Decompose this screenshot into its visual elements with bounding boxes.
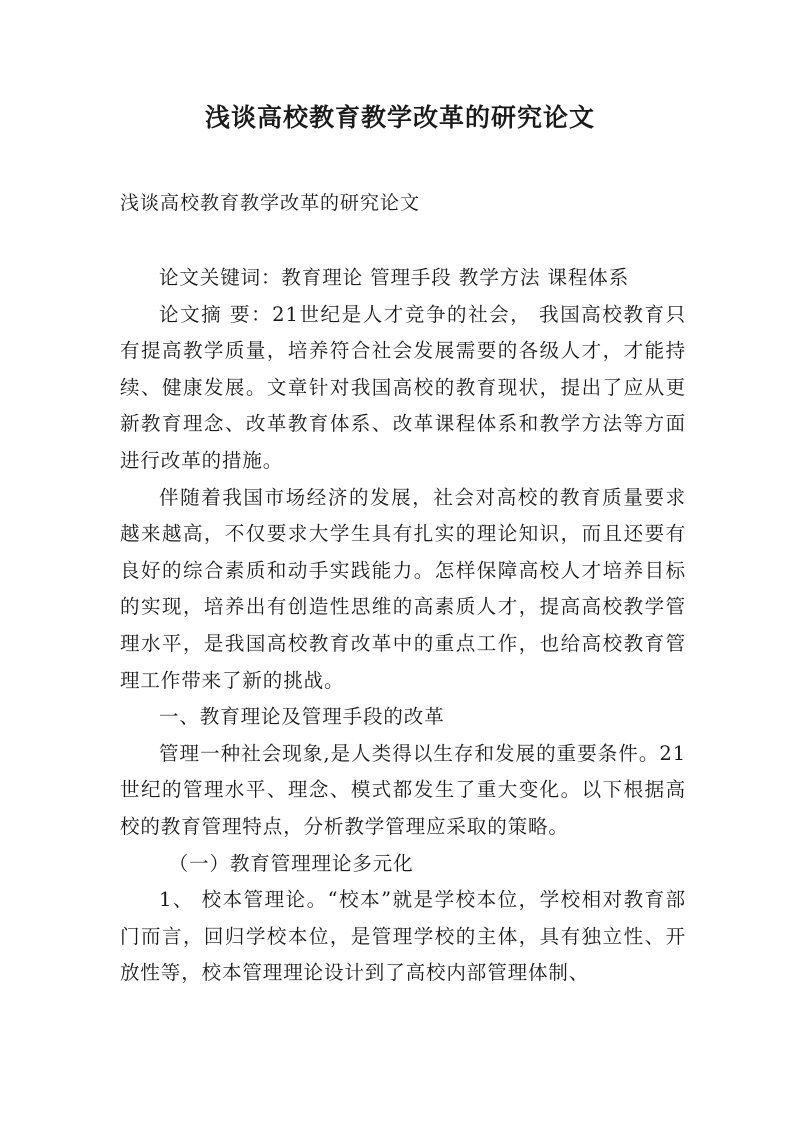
document-title: 浅谈高校教育教学改革的研究论文 xyxy=(204,103,595,132)
body-paragraph: 1、 校本管理论。“校本”就是学校本位，学校相对教育部门而言，回归学校本位，是管理学校的主体，具有独立性、开放性等，校本管理理论设计到了高校内部管理体制、 xyxy=(120,888,686,985)
keywords-paragraph: 论文关键词：教育理论 管理手段 教学方法 课程体系 xyxy=(159,266,630,289)
document-body xyxy=(120,260,686,992)
document-subtitle: 浅谈高校教育教学改革的研究论文 xyxy=(120,192,421,214)
body-paragraph: 伴随着我国市场经济的发展，社会对高校的教育质量要求越来越高，不仅要求大学生具有扎实的理论知识，而且还要有良好的综合素质和动手实践能力。怎样保障高校人才培养目标的实现，培养出有创造性思维的高素质人才，提高高校教学管理水平，是我国高校教育改革中的重点工作，也给高校教育管理工作带来了新的挑战。 xyxy=(120,485,686,692)
body-paragraph: 管理一种社会现象,是人类得以生存和发展的重要条件。21世纪的管理水平、理念、模式都发生了重大变化。以下根据高校的教育管理特点，分析教学管理应采取的策略。 xyxy=(120,741,686,838)
section-heading: 一、教育理论及管理手段的改革 xyxy=(159,705,445,729)
subsection-heading: （一）教育管理理论多元化 xyxy=(168,851,414,875)
abstract-paragraph: 论文摘 要：21世纪是人才竞争的社会， 我国高校教育只有提高教学质量，培养符合社会发展需要的各级人才，才能持续、健康发展。文章针对我国高校的教育现状，提出了应从更新教育理念、改革教育体系、改革课程体系和教学方法等方面进行改革的措施。 xyxy=(120,302,686,472)
